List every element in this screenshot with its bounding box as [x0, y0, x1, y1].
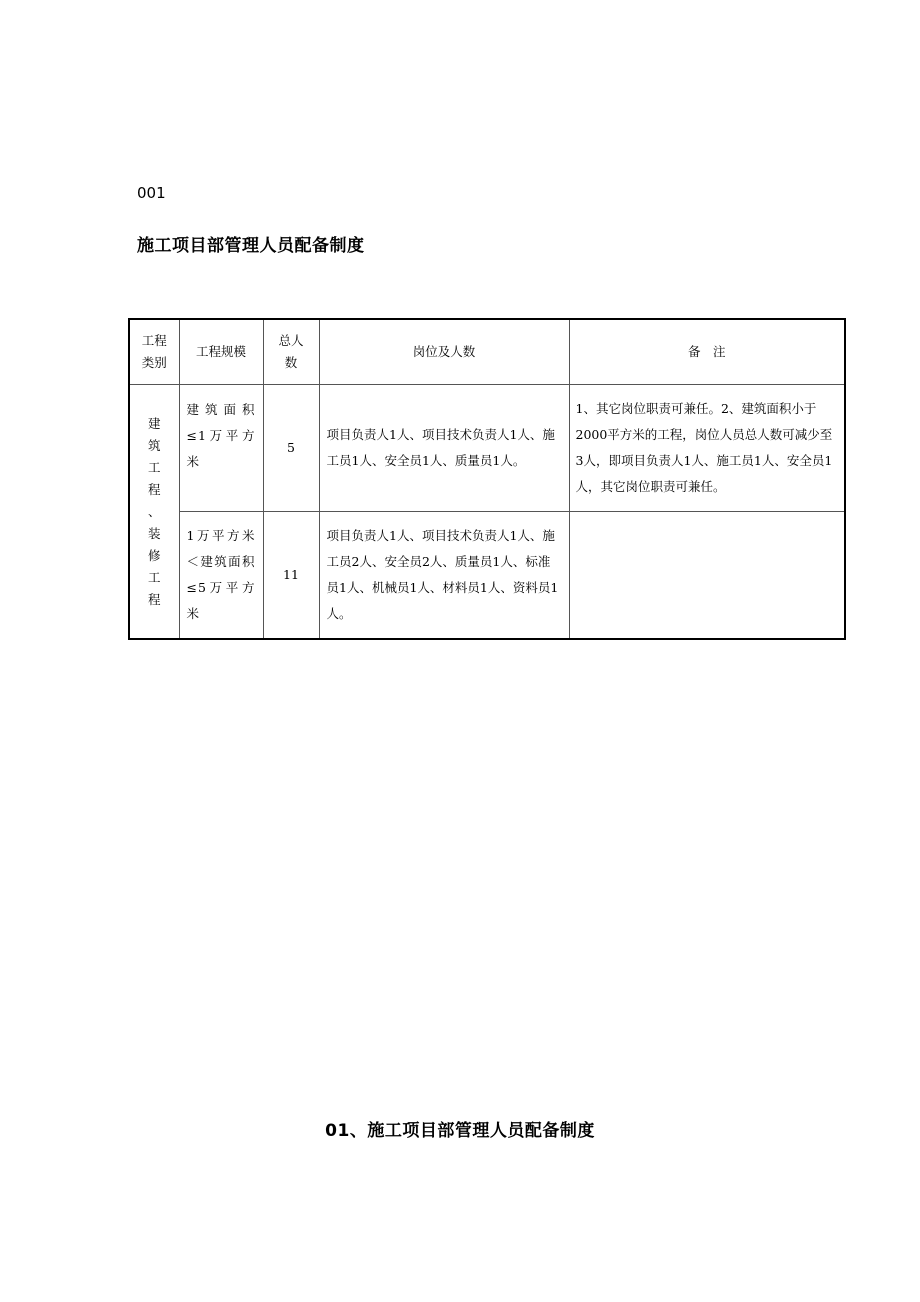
header-scale: 工程规模: [179, 319, 263, 385]
document-title: 施工项目部管理人员配备制度: [137, 236, 365, 256]
table-row: [129, 512, 845, 640]
total-cell: 5: [263, 385, 319, 512]
header-total: 总人数: [263, 319, 319, 385]
total-cell: 11: [263, 512, 319, 640]
positions-cell: 项目负责人1人、项目技术负责人1人、施工员2人、安全员2人、质量员1人、标准员1人、机械员1人、材料员1人、资料员1人。: [319, 512, 569, 640]
document-number: 001: [137, 184, 166, 202]
category-cell: 建 筑 工 程 、 装 修 工 程: [129, 385, 179, 640]
remarks-cell: [569, 512, 845, 640]
header-category: 工程类别: [129, 319, 179, 385]
scale-cell: 1万平方米＜建筑面积≤5万平方米: [179, 512, 263, 640]
remarks-cell: 1、其它岗位职责可兼任。2、建筑面积小于2000平方米的工程，岗位人员总人数可减少至3人，即项目负责人1人、施工员1人、安全员1人，其它岗位职责可兼任。: [569, 385, 845, 512]
footer-title: 01、施工项目部管理人员配备制度: [325, 1121, 595, 1141]
table-row: [129, 385, 845, 512]
header-positions: 岗位及人数: [319, 319, 569, 385]
table-header-row: [129, 319, 845, 385]
positions-cell: 项目负责人1人、项目技术负责人1人、施工员1人、安全员1人、质量员1人。: [319, 385, 569, 512]
staffing-table: [128, 318, 846, 640]
header-remarks: 备 注: [569, 319, 845, 385]
scale-cell: 建筑面积≤1万平方米: [179, 385, 263, 512]
